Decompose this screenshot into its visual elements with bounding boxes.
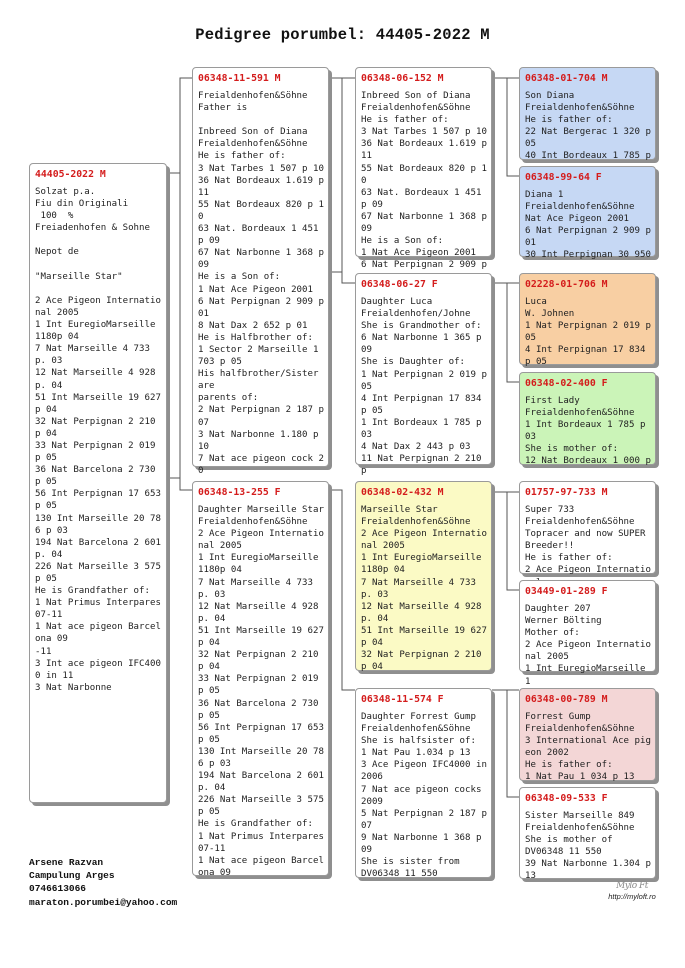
great-grandparent-card-2 [519, 166, 656, 261]
logo-signature: Mylo Ft [616, 881, 648, 891]
paternal-grandfather-ring-id: 06348-06-152 M [361, 73, 444, 84]
subject-card [29, 163, 167, 803]
maternal-grandmother-ring-id: 06348-11-574 F [361, 694, 444, 705]
subject-description: Solzat p.a. Fiu din Originali 100 % Freiadenhofen & Sohne Nepot de "Marseille Star" 2 Ace Pigeon International 2005 1 Int EuregioMarseille 1180p 04 7 Nat Marseille 4 733 p. 03 12 Nat Marseille 4 928 p. 04 51 Int Marseille 19 627 p 04 32 Nat Perpignan 2 210 p 04 33 Nat Perpignan 2 019 p 05 36 Nat Barcelona 2 730 p 05 56 Int Perpignan 17 653 p 05 130 Int Marseille 20 786 p 03 194 Nat Barcelona 2 601 p. 04 226 Nat Marseille 3 575 p 05 He is Grandfather of: 1 Nat Primus Interpares 07-11 1 Nat ace pigeon Barcelona 09 -11 3 Int ace pigeon IFC4000 in 11 3 Nat Narbonne [35, 187, 161, 693]
great-grandparent-card-6 [519, 580, 656, 687]
great-grandparent-card-4 [519, 372, 656, 465]
great-grandparent-card-7 [519, 688, 656, 781]
owner-location: Campulung Arges [29, 870, 115, 882]
paternal-grandfather-description: Inbreed Son of Diana Freialdenhofen&Söhne He is father of: 3 Nat Tarbes 1 507 p 10 36 Nat Bordeaux 1.619 p 11 55 Nat Bordeaux 820 p 10 63 Nat. Bordeaux 1 451 p 09 67 Nat Narbonne 1 368 p 09 He is a Son of: 1 Nat Ace Pigeon 2001 6 Nat Perpignan 2 909 p [361, 91, 487, 271]
maternal-grandfather-description: Marseille Star Freialdenhofen&Söhne 2 Ace Pigeon International 2005 1 Int EuregioMarseille 1180p 04 7 Nat Marseille 4 733 p. 03 12 Nat Marseille 4 928 p. 04 51 Int Marseille 19 627 p 04 32 Nat Perpignan 2 210 p 04 [361, 505, 487, 673]
mother-card [192, 481, 329, 876]
mother-ring-id: 06348-13-255 F [198, 487, 281, 498]
great-grandparent-card-1 [519, 67, 656, 160]
great-grandparent-5-description: Super 733 Freialdenhofen&Söhne Topracer and now SUPER Breeder!! He is father of: 2 Ace Pigeon Internatio [525, 505, 651, 576]
maternal-grandfather-card [355, 481, 492, 671]
subject-ring-id: 44405-2022 M [35, 169, 106, 180]
paternal-grandmother-description: Daughter Luca Freialdenhofen/Johne She is Grandmother of: 6 Nat Narbonne 1 365 p 09 She is Daughter of: 1 Nat Perpignan 2 019 p 05 4 Int Perpignan 17 834 p 05 1 Int Bordeaux 1 785 p 03 4 Nat Dax 2 443 p 03 11 Nat Perpignan 2 210 p [361, 297, 487, 477]
great-grandparent-3-description: Luca W. Johnen 1 Nat Perpignan 2 019 p 05 4 Int Perpignan 17 834 p 05 [525, 297, 651, 368]
owner-contact-block [29, 856, 177, 909]
paternal-grandmother-card [355, 273, 492, 477]
maternal-grandmother-description: Daughter Forrest Gump Freialdenhofen&Söhne She is halfsister of: 1 Nat Pau 1.034 p 13 3 Ace Pigeon IFC4000 in 2006 7 Nat ace pigeon cocks 2009 5 Nat Perpignan 2 187 p 07 9 Nat Narbonne 1 368 p 09 She is sister from DV06348 11 550 [361, 712, 487, 880]
great-grandparent-4-ring-id: 06348-02-400 F [525, 378, 608, 389]
great-grandparent-2-description: Diana 1 Freialdenhofen&Söhne Nat Ace Pigeon 2001 6 Nat Perpignan 2 909 p 01 30 Int Perpignan 30 950 [525, 190, 651, 261]
maternal-grandmother-card [355, 688, 492, 878]
great-grandparent-6-ring-id: 03449-01-289 F [525, 586, 608, 597]
great-grandparent-8-ring-id: 06348-09-533 F [525, 793, 608, 804]
mother-description: Daughter Marseille Star Freialdenhofen&Söhne 2 Ace Pigeon International 2005 1 Int EuregioMarseille 1180p 04 7 Nat Marseille 4 733 p. 03 12 Nat Marseille 4 928 p. 04 51 Int Marseille 19 627 p 04 32 Nat Perpignan 2 210 p 04 33 Nat Perpignan 2 019 p 05 36 Nat Barcelona 2 730 p 05 56 Int Perpignan 17 653 p 05 130 Int Marseille 20 786 p 03 194 Nat Barcelona 2 601 p. 04 226 Nat Marseille 3 575 p 05 He is Grandfather of: 1 Nat Primus Interpares 07-11 1 Nat ace pigeon Barcelona 09 [198, 505, 324, 878]
logo-url: http://myloft.ro [608, 892, 656, 901]
myloft-logo [602, 881, 662, 903]
great-grandparent-1-ring-id: 06348-01-704 M [525, 73, 608, 84]
great-grandparent-card-5 [519, 481, 656, 574]
great-grandparent-8-description: Sister Marseille 849 Freialdenhofen&Söhne She is mother of DV06348 11 550 39 Nat Narbonne 1.304 p 13 [525, 811, 651, 882]
great-grandparent-3-ring-id: 02228-01-706 M [525, 279, 608, 290]
great-grandparent-card-3 [519, 273, 656, 368]
great-grandparent-5-ring-id: 01757-97-733 M [525, 487, 608, 498]
page-title: Pedigree porumbel: 44405-2022 M [195, 26, 490, 44]
great-grandparent-4-description: First Lady Freialdenhofen&Söhne 1 Int Bordeaux 1 785 p 03 She is mother of: 12 Nat Bordeaux 1 000 p [525, 396, 651, 467]
paternal-grandmother-ring-id: 06348-06-27 F [361, 279, 438, 290]
great-grandparent-7-ring-id: 06348-00-789 M [525, 694, 608, 705]
great-grandparent-6-description: Daughter 207 Werner Bölting Mother of: 2 Ace Pigeon International 2005 1 Int EuregioMarseille 1 [525, 604, 651, 687]
great-grandparent-2-ring-id: 06348-99-64 F [525, 172, 602, 183]
great-grandparent-1-description: Son Diana Freialdenhofen&Söhne He is father of: 22 Nat Bergerac 1 320 p 05 40 Int Bordeaux 1 785 p [525, 91, 651, 162]
owner-email: maraton.porumbei@yahoo.com [29, 896, 178, 908]
owner-phone: 0746613066 [29, 883, 87, 895]
maternal-grandfather-ring-id: 06348-02-432 M [361, 487, 444, 498]
father-card [192, 67, 329, 476]
father-ring-id: 06348-11-591 M [198, 73, 281, 84]
paternal-grandfather-card [355, 67, 492, 271]
owner-name: Arsene Razvan [29, 857, 104, 868]
father-description: Freialdenhofen&Söhne Father is Inbreed Son of Diana Freialdenhofen&Söhne He is father of: 3 Nat Tarbes 1 507 p 10 36 Nat Bordeaux 1.619 p 11 55 Nat Bordeaux 820 p 10 63 Nat. Bordeaux 1 451 p 09 67 Nat Narbonne 1 368 p 09 He is a Son of: 1 Nat Ace Pigeon 2001 6 Nat Perpignan 2 909 p 01 8 Nat Dax 2 652 p 01 He is Halfbrother of: 1 Sector 2 Marseille 1 703 p 05 His halfbrother/Sister are parents of: 2 Nat Perpignan 2 187 p 07 3 Nat Narbonne 1.180 p 10 7 Nat ace pigeon cock 20 [198, 91, 324, 476]
great-grandparent-7-description: Forrest Gump Freialdenhofen&Söhne 3 International Ace pigeon 2002 He is father of: 1 Nat Pau 1 034 p 13 [525, 712, 651, 783]
great-grandparent-card-8 [519, 787, 656, 882]
